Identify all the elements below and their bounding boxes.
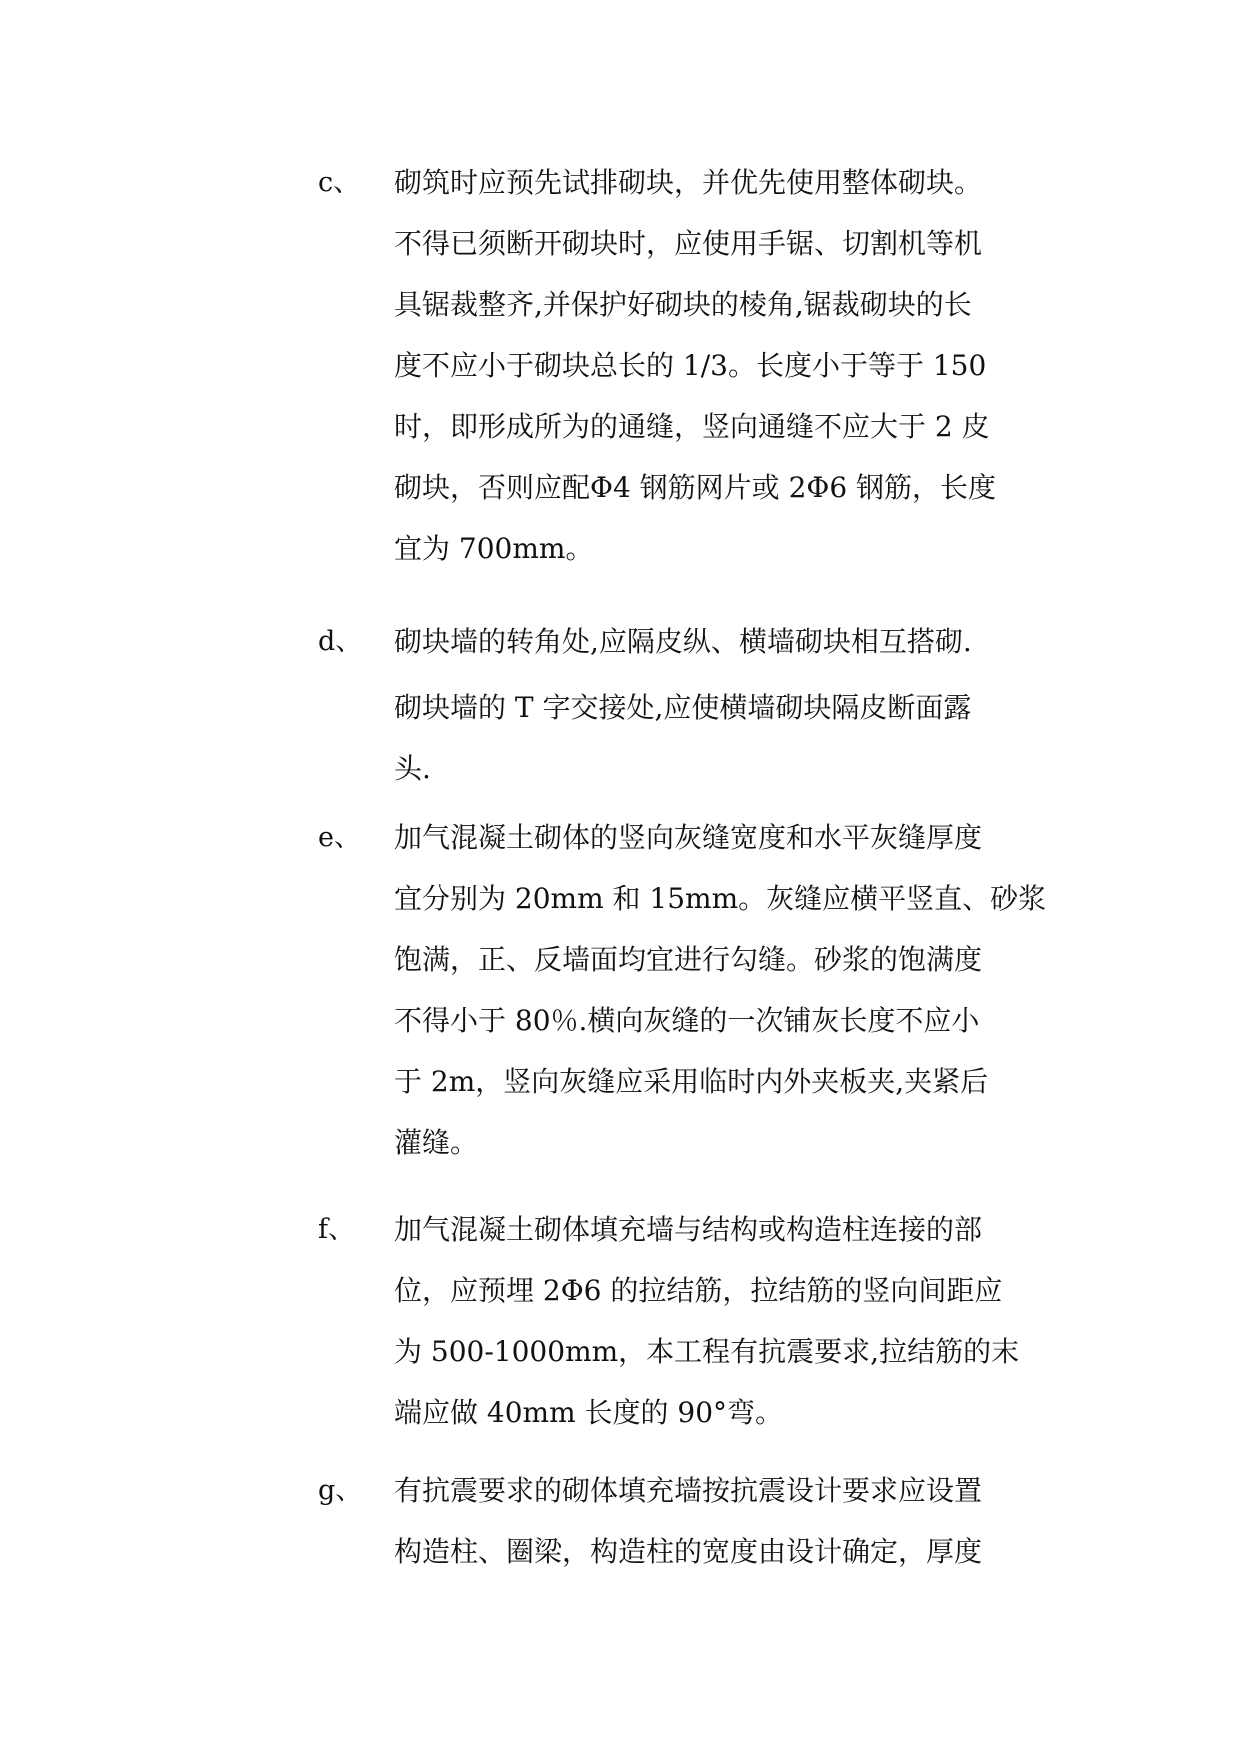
list-marker: e、 xyxy=(318,822,361,853)
paragraph-line: 为 500-1000mm，本工程有抗震要求,拉结筋的末 xyxy=(394,1335,1020,1368)
paragraph-line: 饱满，正、反墙面均宜进行勾缝。砂浆的饱满度 xyxy=(394,943,983,976)
paragraph-line: 端应做 40mm 长度的 90°弯。 xyxy=(394,1396,784,1429)
paragraph-line: 加气混凝土砌体填充墙与结构或构造柱连接的部 xyxy=(394,1213,983,1246)
paragraph-line: 宜分别为 20mm 和 15mm。灰缝应横平竖直、砂浆 xyxy=(394,882,1047,915)
list-marker: c、 xyxy=(318,167,361,198)
paragraph-line: 砌块，否则应配Φ4 钢筋网片或 2Φ6 钢筋，长度 xyxy=(394,471,997,504)
list-marker: g、 xyxy=(318,1475,363,1506)
paragraph-line: 于 2m，竖向灰缝应采用临时内外夹板夹,夹紧后 xyxy=(394,1065,989,1098)
paragraph-line: 不得已须断开砌块时，应使用手锯、切割机等机 xyxy=(394,227,983,260)
paragraph-line: 灌缝。 xyxy=(394,1126,479,1159)
paragraph-line: 位，应预埋 2Φ6 的拉结筋，拉结筋的竖向间距应 xyxy=(394,1274,1003,1307)
paragraph-line: 构造柱、圈梁，构造柱的宽度由设计确定，厚度 xyxy=(394,1535,983,1568)
paragraph-line: 度不应小于砌块总长的 1/3。长度小于等于 150 xyxy=(394,349,987,382)
paragraph-line: 砌筑时应预先试排砌块，并优先使用整体砌块。 xyxy=(394,166,983,199)
paragraph-line: 有抗震要求的砌体填充墙按抗震设计要求应设置 xyxy=(394,1474,983,1507)
paragraph-line: 时，即形成所为的通缝，竖向通缝不应大于 2 皮 xyxy=(394,410,990,443)
paragraph-line: 加气混凝土砌体的竖向灰缝宽度和水平灰缝厚度 xyxy=(394,821,983,854)
paragraph-line: 不得小于 80％.横向灰缝的一次铺灰长度不应小 xyxy=(394,1004,980,1037)
paragraph-line: 具锯裁整齐,并保护好砌块的棱角,锯裁砌块的长 xyxy=(394,288,972,321)
list-marker: f、 xyxy=(318,1214,355,1245)
list-marker: d、 xyxy=(318,626,363,657)
paragraph-line: 砌块墙的 T 字交接处,应使横墙砌块隔皮断面露 xyxy=(394,691,972,724)
paragraph-line: 宜为 700mm。 xyxy=(394,532,594,565)
paragraph-line: 头. xyxy=(394,752,431,785)
paragraph-line: 砌块墙的转角处,应隔皮纵、横墙砌块相互搭砌. xyxy=(394,625,972,658)
